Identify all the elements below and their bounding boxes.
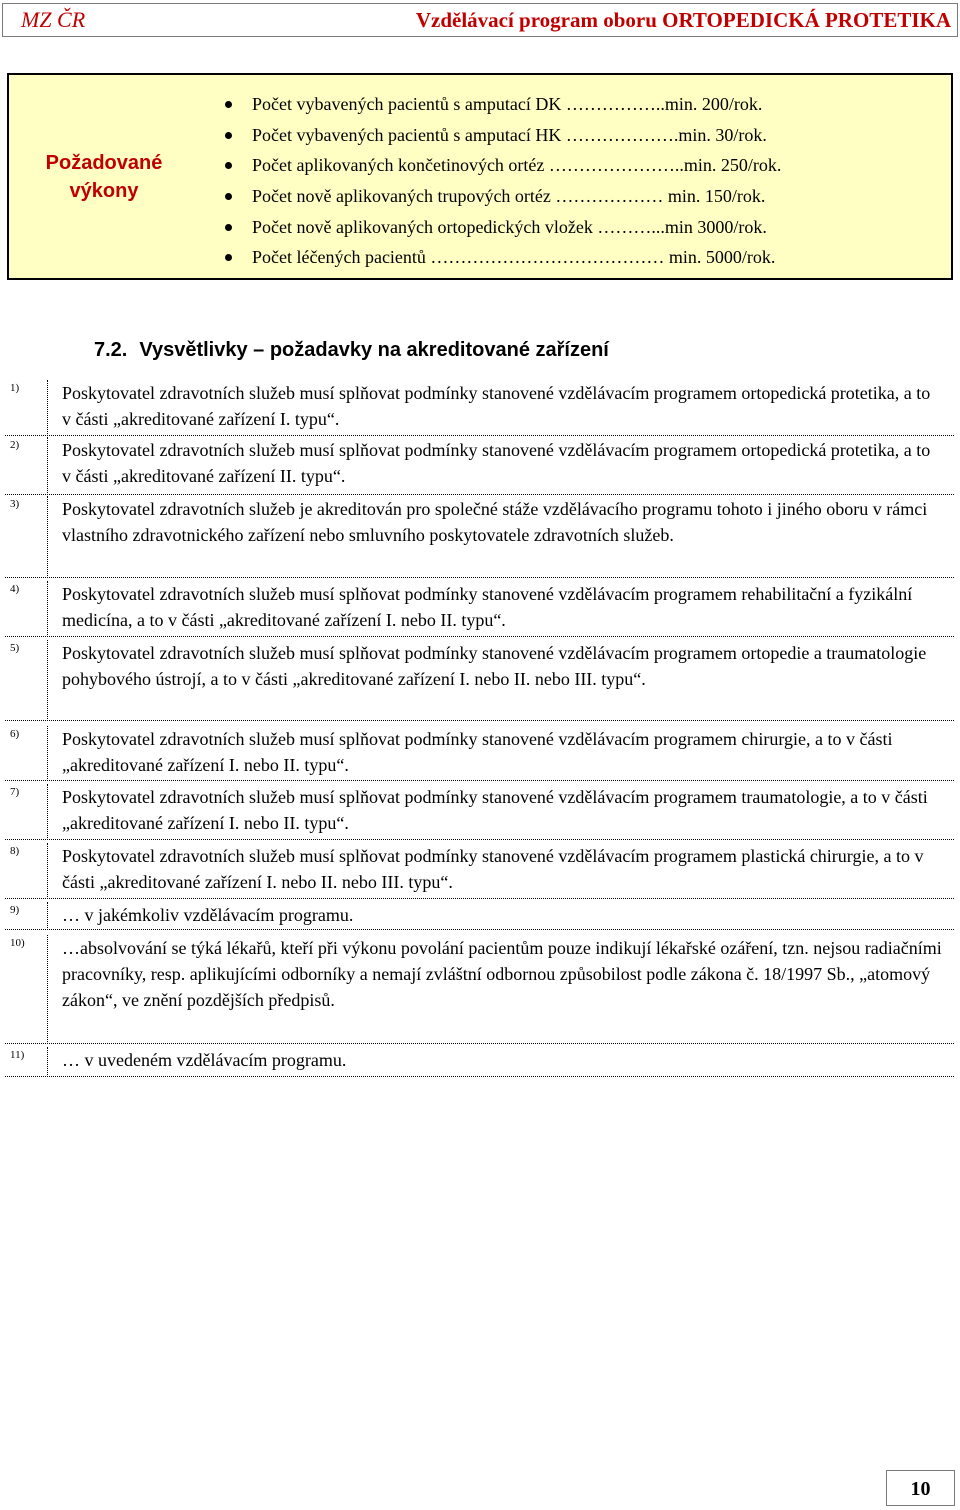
list-item xyxy=(223,242,781,273)
footnote xyxy=(0,1047,960,1076)
footnote-separator xyxy=(47,496,48,578)
footnote-divider xyxy=(5,929,954,930)
list-item-text: Počet vybavených pacientů s amputací HK ……………….min. 30/rok. xyxy=(252,124,767,145)
footnote-divider xyxy=(5,898,954,899)
bullet-icon xyxy=(225,224,232,231)
footnote-label: 2) xyxy=(10,439,20,451)
footnote-label: 1) xyxy=(10,382,20,394)
footnote-divider xyxy=(5,839,954,840)
footnote-separator xyxy=(47,902,48,930)
footnote-separator xyxy=(47,437,48,495)
footnote-text: Poskytovatel zdravotních služeb musí splňovat podmínky stanovené vzdělávacím programem ortopedická protetika, a to v části „akreditované zařízení II. typu“. xyxy=(62,440,931,486)
page-number: 10 xyxy=(886,1470,955,1506)
bullet-icon xyxy=(225,101,232,108)
required-performance-label-line1: Požadované xyxy=(45,151,163,174)
footnote-text: Poskytovatel zdravotních služeb musí splňovat podmínky stanovené vzdělávacím programem traumatologie, a to v části „akreditované zařízení I. nebo II. typu“. xyxy=(62,787,928,833)
footnote xyxy=(0,380,960,435)
footnote-divider xyxy=(5,1076,954,1077)
footnote-separator xyxy=(47,581,48,637)
footnote-divider xyxy=(5,435,954,436)
footnote-separator xyxy=(47,843,48,899)
footnote-text: Poskytovatel zdravotních služeb musí splňovat podmínky stanovené vzdělávacím programem rehabilitační a fyzikální medicína, a to v části „akreditované zařízení I. nebo II. typu“. xyxy=(62,584,913,630)
section-heading xyxy=(94,339,609,362)
footnote-text: …absolvování se týká lékařů, kteří při výkonu povolání pacientům pouze indikují lékařské ozáření, tzn. nejsou radiačními pracovníky, resp. aplikujícími odborníky a nemají zvláštní odbornou způsobilost podle zákona č. 18/1997 Sb., „atomový zákon“, ve znění pozdějších předpisů. xyxy=(62,938,942,1010)
footnote-separator xyxy=(47,380,48,436)
footnote-label: 10) xyxy=(10,937,25,949)
footnote-divider xyxy=(5,577,954,578)
list-item-text: Počet léčených pacientů ………………………………… min. 5000/rok. xyxy=(252,247,776,268)
footnote-text: … v uvedeném vzdělávacím programu. xyxy=(62,1050,347,1070)
bullet-icon xyxy=(225,162,232,169)
footnote-label: 3) xyxy=(10,498,20,510)
footnote xyxy=(0,784,960,839)
list-item xyxy=(223,150,781,181)
footnote-separator xyxy=(47,784,48,840)
footnote xyxy=(0,496,960,577)
footnote xyxy=(0,437,960,494)
list-item-text: Počet vybavených pacientů s amputací DK ……………..min. 200/rok. xyxy=(252,94,763,114)
footnote-label: 9) xyxy=(10,904,20,916)
footnote-divider xyxy=(5,1043,954,1044)
footnote xyxy=(0,902,960,929)
footnote xyxy=(0,935,960,1043)
footnote-divider xyxy=(5,720,954,721)
footnote-label: 6) xyxy=(10,728,20,740)
list-item xyxy=(223,181,781,212)
footnote-text: Poskytovatel zdravotních služeb musí splňovat podmínky stanovené vzdělávacím programem ortopedická protetika, a to v části „akreditované zařízení I. typu“. xyxy=(62,383,931,429)
footnote-label: 4) xyxy=(10,583,20,595)
footnote xyxy=(0,640,960,720)
section-number: 7.2. xyxy=(94,339,128,361)
footnote-text: … v jakémkoliv vzdělávacím programu. xyxy=(62,905,354,925)
list-item xyxy=(223,89,781,120)
footnote-divider xyxy=(5,636,954,637)
list-item-text: Počet aplikovaných končetinových ortéz …………………..min. 250/rok. xyxy=(252,155,782,176)
list-item xyxy=(223,120,781,151)
required-performance-label xyxy=(9,75,199,278)
footnote-divider xyxy=(5,780,954,781)
footnote-label: 5) xyxy=(10,642,20,654)
header-title: Vzdělávací program oboru ORTOPEDICKÁ PROTETIKA xyxy=(415,7,951,32)
footnote-separator xyxy=(47,640,48,721)
required-performance-list xyxy=(223,89,781,273)
footnote-label: 7) xyxy=(10,786,20,798)
bullet-icon xyxy=(225,132,232,139)
footnote-label: 8) xyxy=(10,845,20,857)
footnote xyxy=(0,581,960,636)
footnote-text: Poskytovatel zdravotních služeb je akreditován pro společné stáže vzdělávacího programu tohoto i jiného oboru v rámci vlastního zdravotnického zařízení nebo smluvního poskytovatele zdravotních služeb. xyxy=(62,499,928,545)
footnote-text: Poskytovatel zdravotních služeb musí splňovat podmínky stanovené vzdělávacím programem ortopedie a traumatologie pohybového ústrojí, a to v části „akreditované zařízení I. nebo II. nebo III. typu“. xyxy=(62,643,927,689)
required-performance-label-line2: výkony xyxy=(69,179,139,202)
list-item xyxy=(223,212,781,243)
required-performance-box xyxy=(7,73,953,280)
bullet-icon xyxy=(225,193,232,200)
footnote xyxy=(0,726,960,780)
footnote-separator xyxy=(47,935,48,1044)
list-item-text: Počet nově aplikovaných trupových ortéz ……………… min. 150/rok. xyxy=(252,186,766,207)
footnote-separator xyxy=(47,1047,48,1077)
footnote-label: 11) xyxy=(10,1049,25,1061)
page-header xyxy=(2,3,958,37)
footnote-divider xyxy=(5,494,954,495)
footnote-text: Poskytovatel zdravotních služeb musí splňovat podmínky stanovené vzdělávacím programem chirurgie, a to v části „akreditované zařízení I. nebo II. typu“. xyxy=(62,729,893,775)
section-title: Vysvětlivky – požadavky na akreditované zařízení xyxy=(139,339,609,361)
bullet-icon xyxy=(225,254,232,261)
list-item-text: Počet nově aplikovaných ortopedických vložek ………...min 3000/rok. xyxy=(252,216,767,237)
header-ministry: MZ ČR xyxy=(21,7,86,32)
footnote-separator xyxy=(47,726,48,781)
footnote xyxy=(0,843,960,898)
footnote-text: Poskytovatel zdravotních služeb musí splňovat podmínky stanovené vzdělávacím programem plastická chirurgie, a to v části „akreditované zařízení I. nebo II. nebo III. typu“. xyxy=(62,846,924,892)
